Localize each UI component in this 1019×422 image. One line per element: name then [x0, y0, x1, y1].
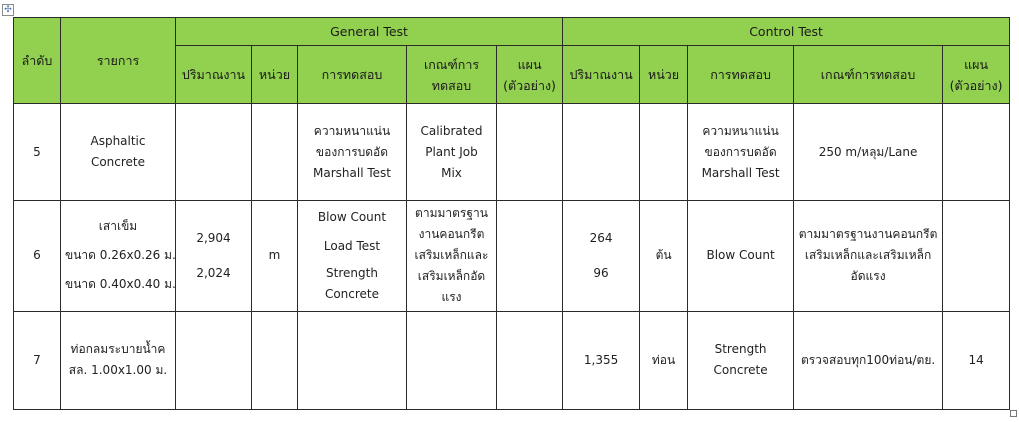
- control-plan-cell: [943, 104, 1010, 201]
- header-general-criteria-line: ทดสอบ: [431, 77, 472, 93]
- control-criteria-line: อัดแรง: [850, 269, 886, 284]
- general-criteria-line: ตามมาตรฐาน: [415, 206, 488, 221]
- general-criteria-line: เสริมเหล็กและ: [414, 248, 489, 263]
- general-quantity-line: 2,024: [196, 265, 231, 280]
- control-test-cell: [688, 311, 794, 409]
- header-general-plan: [497, 46, 563, 104]
- general-test-cell: [298, 104, 407, 201]
- control-test-line: Marshall Test: [701, 165, 780, 180]
- general-criteria-line: งานคอนกรีต: [418, 227, 485, 242]
- header-general-plan-line: แผน: [517, 56, 542, 72]
- table-move-handle-icon[interactable]: ✣: [2, 4, 14, 16]
- header-seq: ลำดับ: [14, 18, 61, 104]
- row-seq: 5: [14, 104, 61, 201]
- header-control-plan-line: (ตัวอย่าง): [949, 77, 1003, 93]
- row-seq: 7: [14, 311, 61, 409]
- general-test-cell: [298, 311, 407, 409]
- general-quantity-cell: [176, 104, 252, 201]
- header-control-plan: [943, 46, 1010, 104]
- control-test-cell: [688, 104, 794, 201]
- general-test-line: ความหนาแน่น: [313, 123, 391, 138]
- row-item-line: ท่อกลมระบายน้ำค: [70, 342, 166, 357]
- general-quantity-cell: [176, 201, 252, 311]
- header-general-unit: หน่วย: [252, 46, 298, 104]
- general-criteria-line: Calibrated: [420, 123, 483, 138]
- general-criteria-line: Plant Job: [425, 144, 478, 159]
- row-item: [61, 104, 176, 201]
- general-test-line: Load Test: [323, 238, 381, 253]
- row-item-line: ขนาด 0.40x0.40 ม.: [65, 277, 176, 292]
- control-unit-cell: ต้น: [640, 201, 688, 311]
- general-quantity-cell: [176, 311, 252, 409]
- header-general-test-method: การทดสอบ: [298, 46, 407, 104]
- control-test-line: Strength: [714, 342, 767, 357]
- header-control-quantity: ปริมาณงาน: [563, 46, 640, 104]
- general-quantity-line: 2,904: [196, 230, 231, 245]
- general-test-line: Concrete: [324, 286, 380, 301]
- control-unit-cell: ท่อน: [640, 311, 688, 409]
- control-criteria-cell: ตรวจสอบทุก100ท่อน/ตย.: [794, 311, 943, 409]
- control-unit-cell: [640, 104, 688, 201]
- control-quantity-line: 264: [589, 230, 613, 245]
- header-general-test: General Test: [176, 18, 563, 46]
- row-item-line: สล. 1.00x1.00 ม.: [68, 363, 168, 378]
- table-row: [14, 311, 1010, 409]
- row-item-line: เสาเข็ม: [98, 219, 138, 234]
- general-test-cell: [298, 201, 407, 311]
- control-criteria-line: ตามมาตรฐานงานคอนกรีต: [798, 227, 938, 242]
- header-general-quantity: ปริมาณงาน: [176, 46, 252, 104]
- header-control-plan-line: แผน: [964, 56, 989, 72]
- general-unit-cell: [252, 311, 298, 409]
- control-criteria-cell: 250 m/หลุม/Lane: [794, 104, 943, 201]
- general-criteria-cell: [407, 104, 497, 201]
- control-test-line: ของการบดอัด: [704, 144, 777, 159]
- control-criteria-cell: [794, 201, 943, 311]
- general-unit-cell: m: [252, 201, 298, 311]
- test-plan-table: [13, 17, 1010, 410]
- header-control-criteria: เกณฑ์การทดสอบ: [794, 46, 943, 104]
- general-test-line: Strength: [326, 265, 378, 280]
- control-criteria-line: เสริมเหล็กและเสริมเหล็ก: [804, 248, 932, 263]
- general-criteria-line: Mix: [441, 165, 462, 180]
- general-unit-cell: [252, 104, 298, 201]
- control-plan-cell: [943, 201, 1010, 311]
- row-item-line: Concrete: [90, 155, 146, 170]
- control-plan-cell: 14: [943, 311, 1010, 409]
- header-general-criteria: [407, 46, 497, 104]
- header-general-plan-line: (ตัวอย่าง): [503, 77, 556, 93]
- row-seq: 6: [14, 201, 61, 311]
- row-item-line: ขนาด 0.26x0.26 ม.: [65, 248, 176, 263]
- general-test-line: Marshall Test: [313, 165, 391, 180]
- control-quantity-cell: [563, 201, 640, 311]
- row-item-line: Asphaltic: [90, 134, 146, 149]
- row-item: [61, 201, 176, 311]
- general-plan-cell: [497, 104, 563, 201]
- general-plan-cell: [497, 201, 563, 311]
- general-test-line: ของการบดอัด: [315, 144, 389, 159]
- header-control-unit: หน่วย: [640, 46, 688, 104]
- header-control-test-method: การทดสอบ: [688, 46, 794, 104]
- general-criteria-line: แรง: [441, 290, 462, 305]
- general-test-line: Blow Count: [317, 209, 387, 224]
- header-control-test: Control Test: [563, 18, 1010, 46]
- table-resize-handle-icon[interactable]: [1010, 410, 1017, 417]
- general-criteria-cell: [407, 201, 497, 311]
- control-test-line: ความหนาแน่น: [702, 123, 779, 138]
- control-quantity-cell: 1,355: [563, 311, 640, 409]
- header-item: รายการ: [61, 18, 176, 104]
- control-quantity-cell: [563, 104, 640, 201]
- general-plan-cell: [497, 311, 563, 409]
- control-test-line: Concrete: [713, 363, 768, 378]
- header-general-criteria-line: เกณฑ์การ: [423, 56, 480, 72]
- control-test-cell: Blow Count: [688, 201, 794, 311]
- general-criteria-cell: [407, 311, 497, 409]
- general-criteria-line: เสริมเหล็กอัด: [417, 269, 486, 284]
- table-row: [14, 104, 1010, 201]
- table-row: [14, 201, 1010, 311]
- row-item: [61, 311, 176, 409]
- control-quantity-line: 96: [593, 265, 609, 280]
